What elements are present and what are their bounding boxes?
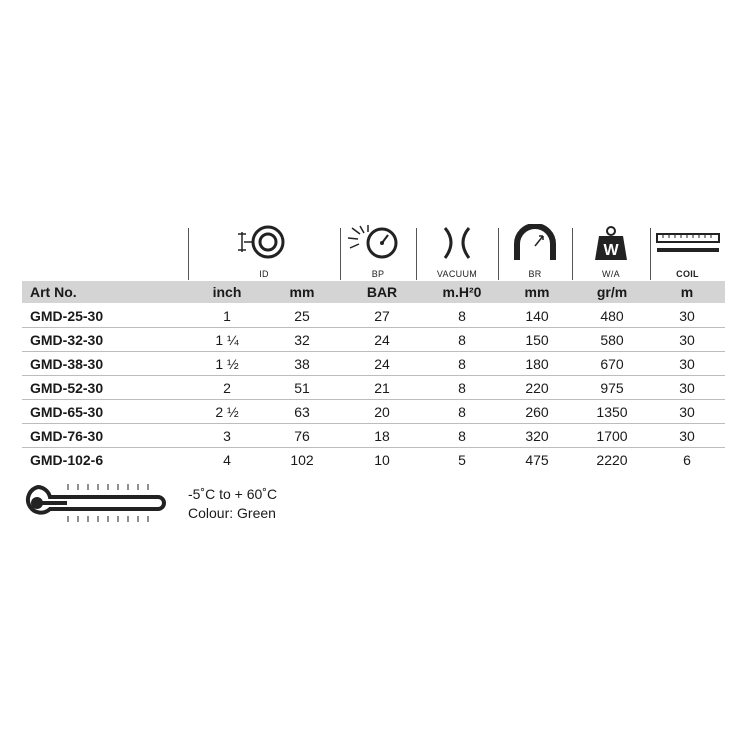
header-art-no: Art No. xyxy=(30,284,77,300)
cell-art-no: GMD-38-30 xyxy=(30,356,104,372)
cell-weight: 670 xyxy=(600,356,624,372)
cell-inch: 3 xyxy=(223,428,231,444)
inner-diameter-icon xyxy=(234,224,294,260)
vacuum-caption: VACUUM xyxy=(436,269,478,279)
cell-vacuum: 8 xyxy=(458,404,466,420)
table-row xyxy=(22,328,725,352)
cell-inch: 1 ¼ xyxy=(215,332,239,348)
cell-vacuum: 5 xyxy=(458,452,466,468)
table-row xyxy=(22,376,725,400)
coil-column-icon-cell xyxy=(650,222,725,280)
cell-bend-radius: 150 xyxy=(525,332,549,348)
cell-coil: 30 xyxy=(679,404,695,420)
coil-length-icon xyxy=(655,224,721,254)
cell-art-no: GMD-52-30 xyxy=(30,380,104,396)
table-row xyxy=(22,448,725,471)
weight-letter: W xyxy=(603,242,619,259)
cell-mm: 32 xyxy=(294,332,310,348)
header-m: m xyxy=(680,284,694,300)
cell-bend-radius: 320 xyxy=(525,428,549,444)
table-header xyxy=(22,281,725,303)
header-inch: inch xyxy=(212,284,242,300)
vacuum-column-icon-cell xyxy=(416,222,498,280)
table-row xyxy=(22,400,725,424)
cell-inch: 1 ½ xyxy=(215,356,239,372)
id-caption: ID xyxy=(259,269,269,279)
cell-coil: 30 xyxy=(679,428,695,444)
cell-art-no: GMD-25-30 xyxy=(30,308,104,324)
cell-weight: 580 xyxy=(600,332,624,348)
header-grm: gr/m xyxy=(596,284,628,300)
cell-art-no: GMD-102-6 xyxy=(30,452,104,468)
cell-mm: 38 xyxy=(294,356,310,372)
cell-bar: 20 xyxy=(374,404,390,420)
table-row xyxy=(22,424,725,448)
br-column-icon-cell xyxy=(498,222,572,280)
id-column-icon-cell xyxy=(188,222,340,280)
burst-pressure-gauge-icon xyxy=(346,224,410,260)
cell-bend-radius: 220 xyxy=(525,380,549,396)
wa-caption: W/A xyxy=(602,269,620,279)
cell-vacuum: 8 xyxy=(458,380,466,396)
cell-vacuum: 8 xyxy=(458,356,466,372)
cell-weight: 975 xyxy=(600,380,624,396)
cell-bar: 18 xyxy=(374,428,390,444)
temperature-range: -5˚C to + 60˚C xyxy=(188,486,278,502)
cell-inch: 2 ½ xyxy=(215,404,239,420)
cell-art-no: GMD-76-30 xyxy=(30,428,104,444)
cell-inch: 4 xyxy=(223,452,231,468)
cell-coil: 30 xyxy=(679,356,695,372)
cell-weight: 1700 xyxy=(596,428,628,444)
cell-mm: 102 xyxy=(290,452,314,468)
colour-note: Colour: Green xyxy=(188,505,276,521)
cell-mm: 25 xyxy=(294,308,310,324)
coil-caption: COIL xyxy=(676,269,699,279)
cell-bend-radius: 180 xyxy=(525,356,549,372)
cell-vacuum: 8 xyxy=(458,308,466,324)
cell-inch: 1 xyxy=(223,308,231,324)
cell-coil: 30 xyxy=(679,380,695,396)
header-bar: BAR xyxy=(366,284,398,300)
cell-inch: 2 xyxy=(223,380,231,396)
table-row xyxy=(22,352,725,376)
bp-caption: BP xyxy=(371,269,385,279)
cell-weight: 2220 xyxy=(596,452,628,468)
cell-art-no: GMD-32-30 xyxy=(30,332,104,348)
cell-bar: 24 xyxy=(374,356,390,372)
cell-vacuum: 8 xyxy=(458,332,466,348)
cell-mm: 63 xyxy=(294,404,310,420)
table-row xyxy=(22,304,725,328)
cell-coil: 6 xyxy=(683,452,691,468)
cell-art-no: GMD-65-30 xyxy=(30,404,104,420)
weight-icon xyxy=(593,224,629,262)
cell-vacuum: 8 xyxy=(458,428,466,444)
cell-bend-radius: 140 xyxy=(525,308,549,324)
cell-bar: 10 xyxy=(374,452,390,468)
bp-column-icon-cell xyxy=(340,222,416,280)
temperature-footer xyxy=(22,484,442,524)
cell-bend-radius: 475 xyxy=(525,452,549,468)
header-mh2o: m.H²0 xyxy=(442,284,482,300)
vacuum-icon xyxy=(437,224,477,260)
cell-bar: 24 xyxy=(374,332,390,348)
cell-bar: 21 xyxy=(374,380,390,396)
cell-bend-radius: 260 xyxy=(525,404,549,420)
wa-column-icon-cell xyxy=(572,222,650,280)
spec-icon-row xyxy=(22,222,725,280)
cell-weight: 1350 xyxy=(596,404,628,420)
br-caption: BR xyxy=(528,269,542,279)
header-br-mm: mm xyxy=(524,284,550,300)
cell-weight: 480 xyxy=(600,308,624,324)
cell-bar: 27 xyxy=(374,308,390,324)
header-mm: mm xyxy=(289,284,315,300)
bend-radius-icon xyxy=(511,224,559,262)
thermometer-icon xyxy=(22,484,170,524)
cell-mm: 51 xyxy=(294,380,310,396)
cell-coil: 30 xyxy=(679,308,695,324)
cell-mm: 76 xyxy=(294,428,310,444)
cell-coil: 30 xyxy=(679,332,695,348)
